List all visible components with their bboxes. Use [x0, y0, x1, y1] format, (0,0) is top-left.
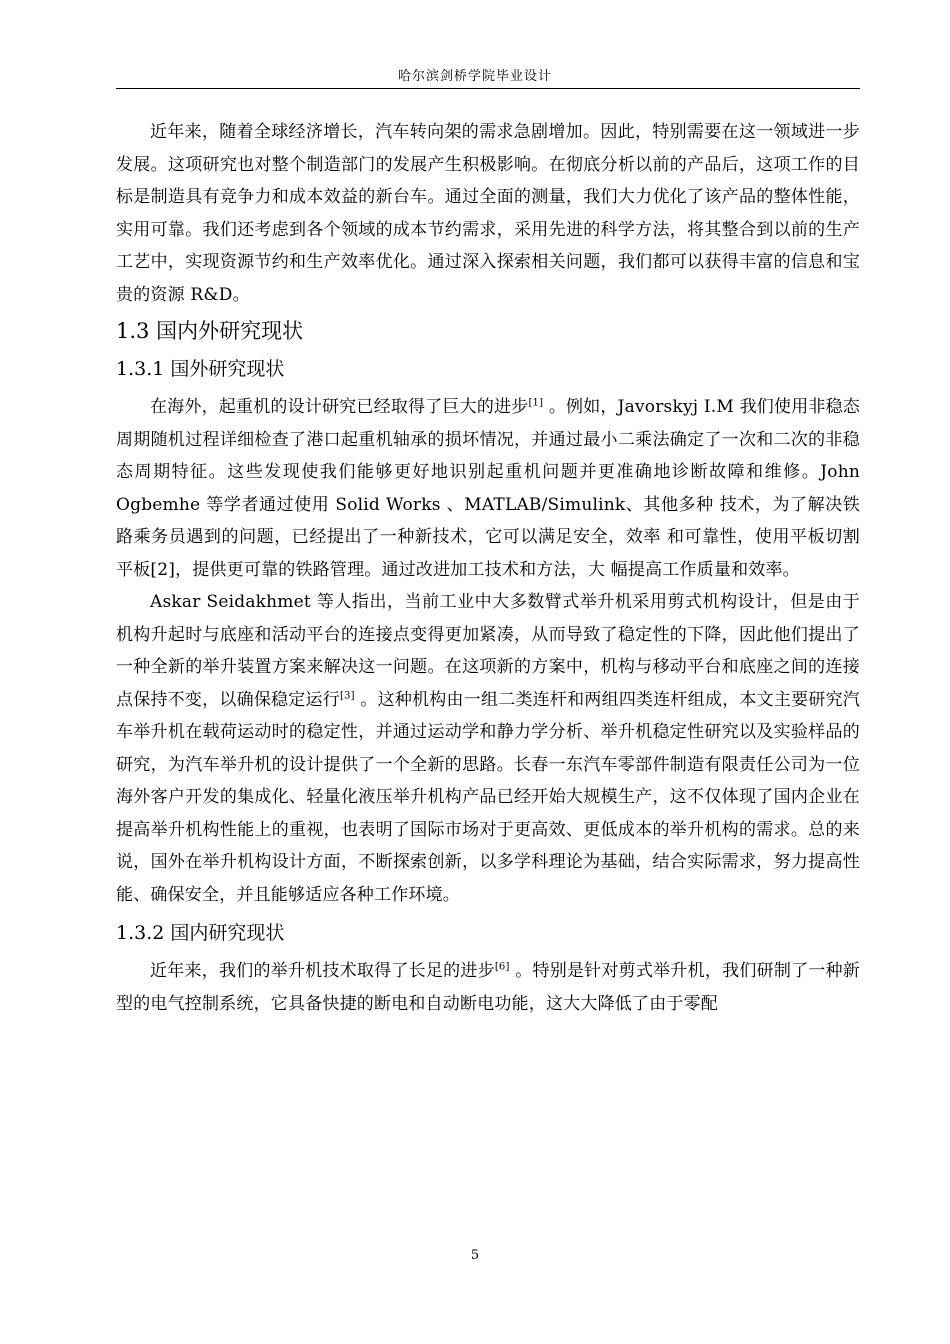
paragraph-foreign-research-1	[116, 391, 860, 586]
paragraph-domestic-research	[116, 955, 860, 1020]
page-number: 5	[470, 1248, 480, 1263]
paragraph-text: 。这种机构由一组二类连杆和两组四类连杆组成，本文主要研究汽车举升机在载荷运动时的稳定性，并通过运动学和静力学分析、举升机稳定性研究以及实验样品的研究，为汽车举升机的设计提供了一个全新的思路。长春一东汽车零部件制造有限责任公司为一位海外客户开发的集成化、轻量化液压举升机构产品已经开始大规模生产，这不仅体现了国内企业在提高举升机构性能上的重视，也表明了国际市场对于更高效、更低成本的举升机构的需求。总的来说，国外在举升机构设计方面，不断探索创新，以多学科理论为基础，结合实际需求，努力提高性能、确保安全，并且能够适应各种工作环境。	[116, 689, 860, 905]
paragraph-text: Askar Seidakhmet 等人指出，当前工业中大多数臂式举升机采用剪式机构设计，但是由于机构升起时与底座和活动平台的连接点变得更加紧凑，从而导致了稳定性的下降，因此他们提出了一种全新的举升装置方案来解决这一问题。在这项新的方案中，机构与移动平台和底座之间的连接点保持不变，以确保稳定运行	[116, 592, 860, 710]
paragraph-text: 近年来，我们的举升机技术取得了长足的进步	[150, 961, 495, 981]
citation-ref: [1]	[528, 397, 544, 409]
header-divider	[116, 88, 860, 89]
citation-ref: [3]	[339, 689, 355, 701]
paragraph-text: 。例如，Javorskyj I.M 我们使用非稳态周期随机过程详细检查了港口起重机轴承的损坏情况，并通过最小二乘法确定了一次和二次的非稳态周期特征。这些发现使我们能够更好地识别起重机问题并更准确地诊断故障和维修。John Ogbemhe 等学者通过使用 Solid Works 、MATLAB/Simulink、其他多种 技术，为了解决铁路乘务员遇到的问题，已经提出了一种新技术，它可以满足安全，效率 和可靠性，使用平板切割平板[2]，提供更可靠的铁路管理。通过改进加工技术和方法，大 幅提高工作质量和效率。	[116, 397, 860, 580]
paragraph-text: 在海外，起重机的设计研究已经取得了巨大的进步	[150, 397, 529, 417]
paragraph-foreign-research-2	[116, 586, 860, 911]
section-heading-1-3-1: 1.3.1 国外研究现状	[116, 358, 285, 380]
section-heading-1-3: 1.3 国内外研究现状	[116, 319, 304, 343]
citation-ref: [6]	[494, 961, 510, 973]
page-header-title: 哈尔滨剑桥学院毕业设计	[397, 69, 552, 84]
document-body	[116, 116, 860, 1020]
paragraph-intro: 近年来，随着全球经济增长，汽车转向架的需求急剧增加。因此，特别需要在这一领域进一步发展。这项研究也对整个制造部门的发展产生积极影响。在彻底分析以前的产品后，这项工作的目标是制造具有竞争力和成本效益的新台车。通过全面的测量，我们大力优化了该产品的整体性能，实用可靠。我们还考虑到各个领域的成本节约需求，采用先进的科学方法，将其整合到以前的生产工艺中，实现资源节约和生产效率优化。通过深入探索相关问题，我们都可以获得丰富的信息和宝贵的资源 R&D。	[116, 122, 860, 305]
paragraph-text: 。特别是针对剪式举升机，我们研制了一种新型的电气控制系统，它具备快捷的断电和自动断电功能，这大大降低了由于零配	[116, 961, 860, 1014]
section-heading-1-3-2: 1.3.2 国内研究现状	[116, 922, 285, 944]
